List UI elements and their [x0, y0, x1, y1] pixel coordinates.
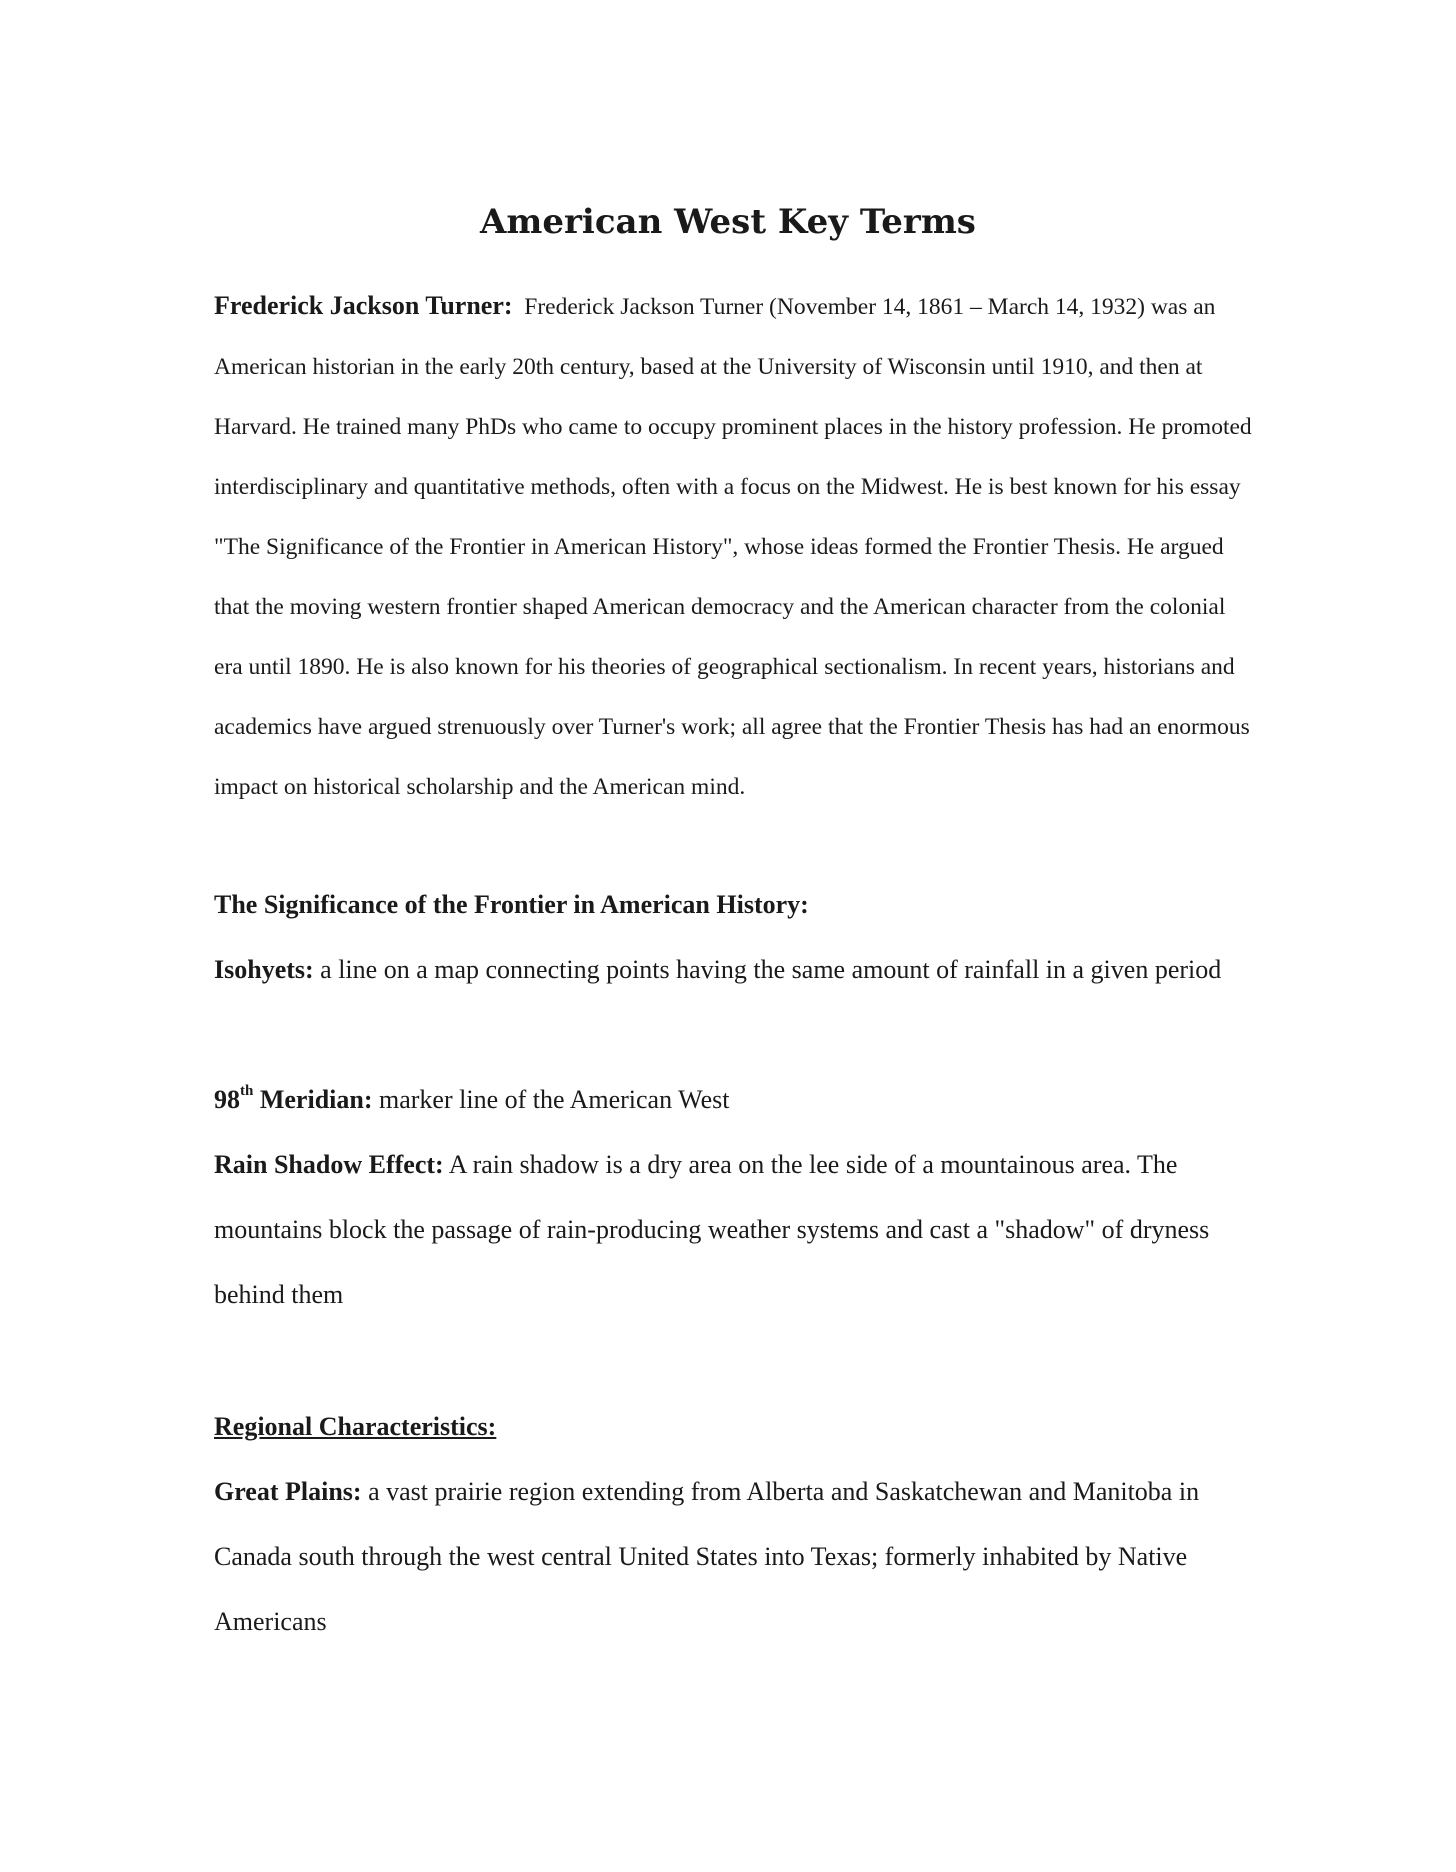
section-heading-regional-characteristics: Regional Characteristics: — [214, 1412, 497, 1441]
entry-frederick-jackson-turner — [214, 276, 1254, 817]
term-label-rest: Meridian: — [259, 1085, 373, 1114]
entry-98th-meridian — [214, 1067, 1254, 1132]
ordinal-suffix: th — [240, 1083, 254, 1100]
term-label: Frederick Jackson Turner: — [214, 291, 513, 320]
term-definition: A rain shadow is a dry area on the lee side of a mountainous area. The mountains block the passage of rain-producing weather systems and cast a "shadow" of dryness behind them — [214, 1150, 1210, 1309]
term-definition: Frederick Jackson Turner (November 14, 1861 – March 14, 1932) was an American historian in the early 20th century, based at the University of Wisconsin until 1910, and then at Harvard. He trained many PhDs who came to occupy prominent places in the history profession. He promoted interdisciplinary and quantitative methods, often with a focus on the Midwest. He is best known for his essay "The Significance of the Frontier in American History", whose ideas formed the Frontier Thesis. He argued that the moving western frontier shaped American democracy and the American character from the colonial era until 1890. He is also known for his theories of geographical sectionalism. In recent years, historians and academics have argued strenuously over Turner's work; all agree that the Frontier Thesis has had an enormous impact on historical scholarship and the American mind. — [214, 294, 1252, 800]
page-title: American West Key Terms — [480, 202, 976, 242]
term-label: Rain Shadow Effect: — [214, 1150, 444, 1179]
term-definition: a vast prairie region extending from Alberta and Saskatchewan and Manitoba in Canada south through the west central United States into Texas; formerly inhabited by Native Americans — [214, 1477, 1200, 1636]
term-label — [214, 1085, 373, 1114]
term-label: Isohyets: — [214, 955, 314, 984]
entry-isohyets — [214, 937, 1254, 1002]
entry-great-plains — [214, 1459, 1254, 1654]
term-definition: marker line of the American West — [379, 1085, 730, 1114]
term-number: 98 — [214, 1085, 240, 1114]
entry-rain-shadow-effect — [214, 1132, 1254, 1327]
term-definition: a line on a map connecting points having the same amount of rainfall in a given period — [320, 955, 1222, 984]
term-label: Great Plains: — [214, 1477, 362, 1506]
entry-significance-of-frontier: The Significance of the Frontier in American History: — [214, 890, 809, 919]
